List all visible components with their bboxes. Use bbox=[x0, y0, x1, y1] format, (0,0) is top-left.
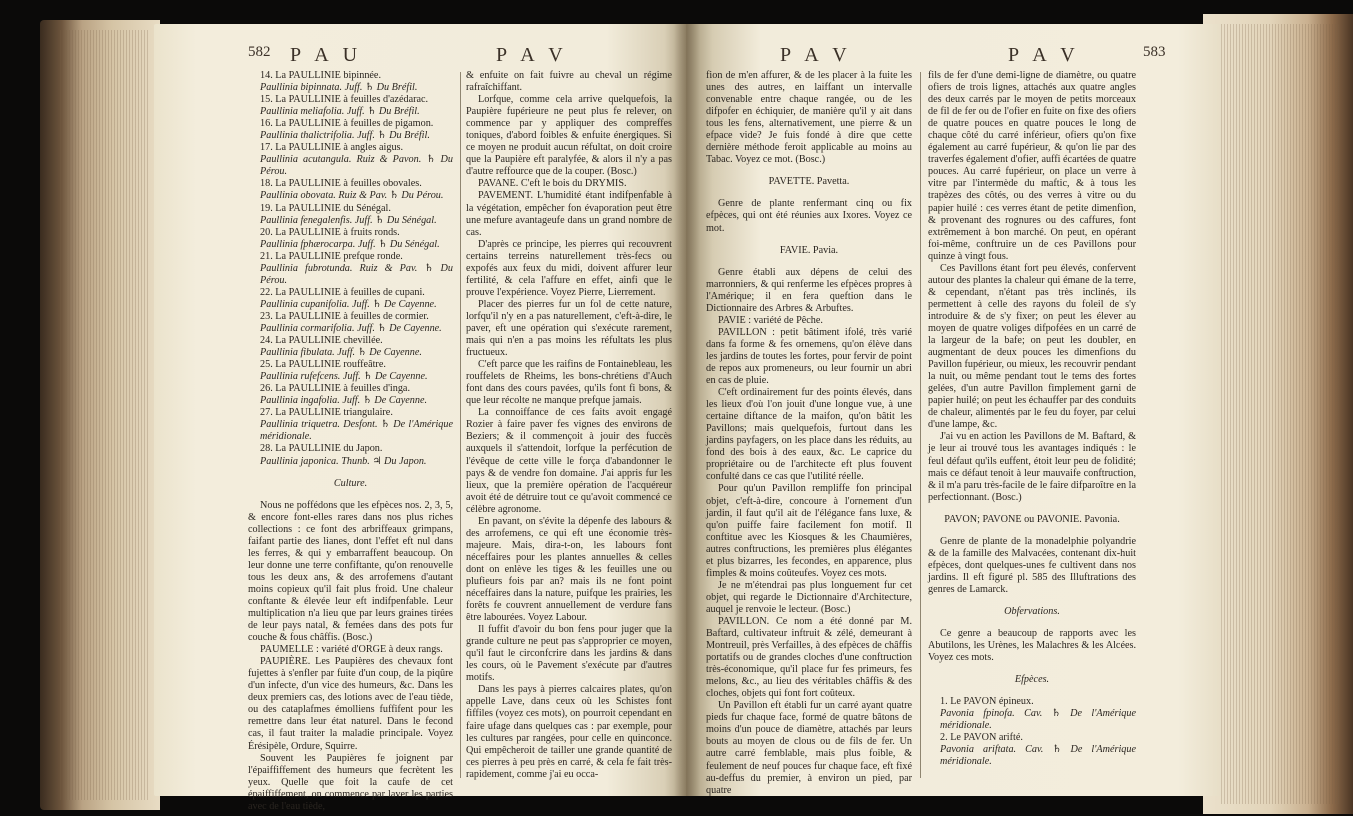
paragraph: PAVETTE. Pavetta. bbox=[768, 176, 850, 188]
paragraph: Ce genre a beaucoup de rapports avec les Abutilons, les Urènes, les Malachres & les Alcées. Voyez ces mots. bbox=[928, 628, 1136, 664]
paragraph: C'eft parce que les raifins de Fontainebleau, les rouffelets de Rheims, les bons-chrétiens d'Auch font dans des cours pavées, qu'ils font fi bons, & que leur récolte ne manque prefque jamais. bbox=[466, 359, 672, 407]
right-column-1 bbox=[706, 70, 912, 796]
paragraph-gap bbox=[248, 468, 453, 478]
paragraph: Pour qu'un Pavillon rempliffe fon principal objet, c'eft-à-dire, concoure à l'ornement d'un jardin, il faut qu'il ait de l'élégance fans luxe, & qu'on puiffe faire facilement fon motif. Il conftitue avec les Kiosques & les Chaumières, autres conftructions, les premières plus élégantes et plus bizarres, les fecondes, en apparence, plus fimples & moins coûteufes. Voyez ces mots. bbox=[706, 483, 912, 579]
paragraph-gap bbox=[706, 166, 912, 176]
paragraph: 16. La PAULLINIE à feuilles de pigamon. bbox=[260, 118, 434, 130]
paragraph-gap bbox=[928, 618, 1136, 628]
paragraph: Ces Pavillons étant fort peu élevés, confervent autour des plantes la chaleur qui émane de la terre, & cependant, n'étant pas très inclinés, ils permettent à celle des rayons du foleil de s'y introduire & de s'y fixer; on peut les élever au moyen de quatre voliges difpofées en un carré de la largeur de la bafe; on peut les doubler, en augmentant de deux pouces les dimenfions du Pavillon fupérieur, ou mieux, les recouvrir pendant la nuit, ou même pendant tout le tems des fortes gelées, d'un autre Pavillon fimplement garni de papier huilé; on peut les échauffer par des conduits de chaleur, alimentés par le feu du foyer, par celui d'une lampe, &c. bbox=[928, 262, 1136, 431]
paragraph: 19. La PAULLINIE du Sénégal. bbox=[260, 202, 391, 214]
paragraph: PAVILLON : petit bâtiment ifolé, très varié dans fa forme & fes ornemens, qu'on élève dans les jardins de toutes les fortes, pour fervir de point de repos aux promeneurs, ou leur fournir un abri en cas de pluie. bbox=[706, 326, 912, 387]
right-edge-texture bbox=[1221, 24, 1341, 804]
paragraph: Paullinia fenegalenfis. Juff. ♄ Du Sénégal. bbox=[260, 214, 437, 226]
paragraph: Lorfque, comme cela arrive quelquefois, la Paupière fupérieure ne peut plus fe relever, on commence par y appliquer des compreffes toniques, d'abord foibles & enfuite énergiques. Si ce moyen ne produit aucun réfultat, on doit croire que la Paupière eft paralyfée, & alors il n'y a pas d'autre reffource que de la couper. (Bosc.) bbox=[466, 94, 672, 178]
paragraph: Je ne m'étendrai pas plus longuement fur cet objet, qui regarde le Dictionnaire d'Architecture, auquel je renvoie le lecteur. (Bosc.) bbox=[706, 579, 912, 615]
paragraph: 27. La PAULLINIE triangulaire. bbox=[260, 407, 393, 419]
paragraph: Placer des pierres fur un fol de cette nature, lorfqu'il n'y en a pas naturellement, c'eft-à-dire, le paver, eft une opération qui s'exécute rarement, mais qui n'en a pas moins les réfultats les plus fructueux. bbox=[466, 298, 672, 359]
right-column-rule bbox=[920, 72, 921, 778]
paragraph: 24. La PAULLINIE chevillée. bbox=[260, 335, 383, 347]
paragraph-gap bbox=[706, 257, 912, 267]
right-folio: 583 bbox=[1143, 44, 1166, 60]
paragraph: C'eft ordinairement fur des points élevés, dans les lieux d'où l'on jouit d'une longue vue, à une certaine diftance de la maifon, qu'on bâtit les Pavillons; mais quelquefois, furtout dans les jardins payfagers, on les place dans les réduits, au fond des bois à des eaux, &c. Le caprice du propriétaire ou de l'architecte eft plus fouvent confulté dans ce cas que l'utilité réelle. bbox=[706, 387, 912, 483]
paragraph: PAVEMENT. L'humidité étant indifpenfable à la végétation, empêcher fon évaporation peut être une mefure avantageufe dans un grand nombre de cas. bbox=[466, 190, 672, 238]
paragraph: PAVIE : variété de Pêche. bbox=[718, 314, 823, 326]
paragraph-gap bbox=[706, 188, 912, 198]
paragraph: Paullinia obovata. Ruiz & Pav. ♄ Du Pérou. bbox=[260, 190, 444, 202]
paragraph: Paullinia fibulata. Juff. ♄ De Cayenne. bbox=[260, 347, 422, 359]
paragraph: 17. La PAULLINIE à angles aigus. bbox=[260, 142, 404, 154]
paragraph-gap bbox=[928, 686, 1136, 696]
paragraph: Genre de plante de la monadelphie polyandrie & de la famille des Malvacées, contenant dix-huit efpèces, dont quelques-unes fe cultivent dans nos jardins. Il eft figuré pl. 585 des Illuftrations des genres de Lamarck. bbox=[928, 535, 1136, 595]
paragraph: Un Pavillon eft établi fur un carré ayant quatre pieds fur chaque face, formé de quatre bâtons de moins d'un pouce de diamètre, attachés par leurs bouts au moyen de clous ou de fils de fer. Un autre carré femblable, mais plus foible, & feulement de neuf pouces fur chaque face, eft fixé au-deffus du premier, à environ un pied, par quatre bbox=[706, 700, 912, 796]
paragraph: Efpèces. bbox=[1014, 674, 1050, 686]
paragraph: Dans les pays à pierres calcaires plates, qu'on appelle Lave, dans ceux où les Schistes font fiffiles (voyez ces mots), on pourroit cependant en faire ufage dans quelques cas : par exemple, pour les cultures par rangées, pour celle en quinconce. Qui empêcheroit de tailler une grande quantité de ces pierres à peu près en carré, & cela fe fait très-rapidement, comme j'ai eu occa- bbox=[466, 684, 672, 780]
paragraph: Paullinia bipinnata. Juff. ♄ Du Bréfil. bbox=[260, 82, 418, 94]
paragraph: Paullinia thalictrifolia. Juff. ♄ Du Bréfil. bbox=[260, 130, 430, 142]
paragraph: PAVON; PAVONE ou PAVONIE. Pavonia. bbox=[944, 513, 1120, 525]
paragraph: 26. La PAULLINIE à feuilles d'inga. bbox=[260, 383, 410, 395]
paragraph: 20. La PAULLINIE à fruits ronds. bbox=[260, 226, 400, 238]
left-running-head-1: P A U bbox=[290, 44, 363, 66]
paragraph: 25. La PAULLINIE rouffeâtre. bbox=[260, 359, 386, 371]
paragraph: Paullinia cupanifolia. Juff. ♄ De Cayenne. bbox=[260, 298, 437, 310]
right-column-2 bbox=[928, 70, 1136, 782]
paragraph: Nous ne poffédons que les efpèces nos. 2, 3, 5, & encore font-elles rares dans nos plus riches collections : ce font des arbriffeaux grimpans, faifant partie des lianes, dont l'effet eft nul dans les ferres, & qui y embarraffent beaucoup. On leur donne une terre confiftante, qu'on renouvelle tous les deux ans, & des arrofemens d'autant moins copieux qu'il fait plus froid. Une chaleur conftante & élevée leur eft indifpenfable. Leur multiplication n'a lieu que par leurs graines tirées de leur pays natal, & femées dans des pots fur couche & fous châffis. (Bosc.) bbox=[248, 499, 453, 644]
left-running-head-2: P A V bbox=[496, 44, 568, 66]
paragraph: fils de fer d'une demi-ligne de diamètre, ou quatre ofiers de trois lignes, attachés aux quatre angles des deux carrés par le moyen de petits morceaux de fil de fer ou de l'ofier en fuite on fixe des ofiers de quatre pouces en quatre pouces le long de chaque côté du carré inférieur, ofiers qu'on fixe également au carré fupérieur, & qu'on lie par des traverfes également d'ofier, auffi écartées de quatre pouces. Au carré fupérieur, on place un verre à vitre par l'intermède du maftic, & à tous les trapèzes des côtés, ou des verres à vitre ou du papier huilé : ces verres étant de petite dimenfion, & provenant des rognures ou des caffures, font extrêmement à bon marché. On peut, en opérant foi-même, conftruire un de ces Pavillons pour quinze à vingt fous. bbox=[928, 70, 1136, 262]
paragraph: Souvent les Paupières fe joignent par l'épaiffiffement des humeurs que fecrètent les yeux. Quelle que foit la caufe de cet épaiffiffement, on commence par laver les parties avec de l'eau tiède, bbox=[248, 752, 453, 812]
paragraph: Genre de plante renfermant cinq ou fix efpèces, qui ont été réunies aux Ixores. Voyez ce mot. bbox=[706, 198, 912, 234]
paragraph: D'après ce principe, les pierres qui recouvrent certains terreins naturellement très-fecs ou expofés aux feux du midi, doivent affurer leur fertilité, & cela l'affure en effet, ainfi que le prouve l'expérience. Voyez Pierre, Lierrement. bbox=[466, 238, 672, 298]
paragraph: 22. La PAULLINIE à feuilles de cupani. bbox=[260, 286, 425, 298]
paragraph-gap bbox=[248, 490, 453, 500]
paragraph-gap bbox=[706, 235, 912, 245]
paragraph: 28. La PAULLINIE du Japon. bbox=[260, 443, 383, 455]
paragraph: Genre établi aux dépens de celui des marronniers, & qui renferme les efpèces propres à l'Amérique; il en fera queftion dans le Dictionnaire des Arbres & Arbuftes. bbox=[706, 266, 912, 314]
paragraph: 23. La PAULLINIE à feuilles de cormier. bbox=[260, 310, 429, 322]
paragraph: PAVILLON. Ce nom a été donné par M. Baftard, cultivateur inftruit & zélé, demeurant à Montreuil, près Verfailles, à des efpèces de châffis portatifs ou de grandes cloches d'une conftruction très-économique, qu'il place fur fes primeurs, fes melons, &c., au lieu des véritables châffis & des cloches, objets qui font fort coûteux. bbox=[706, 615, 912, 700]
paragraph-gap bbox=[928, 596, 1136, 606]
paragraph: 1. Le PAVON épineux. bbox=[940, 696, 1034, 708]
paragraph: Paullinia rufefcens. Juff. ♄ De Cayenne. bbox=[260, 371, 428, 383]
paragraph: Culture. bbox=[333, 477, 368, 489]
paragraph: J'ai vu en action les Pavillons de M. Baftard, & je leur ai trouvé tous les avantages indiqués : le feul défaut qu'ils euffent, étoit leur peu de folidité; mais ce défaut tenoit à leur mauvaife conftruction, & il m'a paru très-facile de le faire difparoître en la perfectionnant. (Bosc.) bbox=[928, 431, 1136, 503]
paragraph: Paullinia meliafolia. Juff. ♄ Du Bréfil. bbox=[260, 106, 420, 118]
paragraph: PAVANE. C'eft le bois du DRYMIS. bbox=[478, 178, 627, 190]
paragraph: Paullinia acutangula. Ruiz & Pavon. ♄ Du Pérou. bbox=[260, 154, 453, 178]
paragraph: Pavonia fpinofa. Cav. ♄ De l'Amérique méridionale. bbox=[940, 708, 1136, 732]
paragraph: PAUPIÈRE. Les Paupières des chevaux font fujettes à s'enfler par fuite d'un coup, de la piqûre d'un infecte, d'un vice des humeurs, &c. Dans les deux premiers cas, des lotions avec de l'eau tiède, ou des cataplafmes émolliens fuffifent pour les remettre dans leur état naturel. Dans le fecond cas, il faut traiter la maladie principale. Voyez Érésipèle, Ordure, Squirre. bbox=[248, 656, 453, 752]
left-column-2 bbox=[466, 70, 672, 782]
paragraph: Obfervations. bbox=[1004, 605, 1060, 617]
paragraph: 18. La PAULLINIE à feuilles obovales. bbox=[260, 178, 422, 190]
paragraph: Pavonia ariftata. Cav. ♄ De l'Amérique méridionale. bbox=[940, 744, 1136, 768]
paragraph-gap bbox=[928, 504, 1136, 514]
book-spine-shadow bbox=[674, 24, 700, 796]
paragraph: 21. La PAULLINIE prefque ronde. bbox=[260, 250, 403, 262]
paragraph: 14. La PAULLINIE bipinnée. bbox=[260, 70, 382, 81]
right-running-head-1: P A V bbox=[780, 44, 852, 66]
paragraph-gap bbox=[928, 664, 1136, 674]
paragraph: & enfuite on fait fuivre au cheval un régime rafraîchiffant. bbox=[466, 70, 672, 94]
paragraph: La connoiffance de ces faits avoit engagé Rozier à faire paver fes vignes des environs de Beziers; & il commençoit à jouir des fuccès auxquels il s'attendoit, lorfque la perfécution de l'évêque de cette ville le força d'abandonner le pays & de vendre fon domaine. J'ai appris fur les lieux, que la première opération de l'acquéreur avoit été de détruire tout ce qu'avoit commencé ce célèbre agronome. bbox=[466, 407, 672, 515]
left-folio: 582 bbox=[248, 44, 271, 60]
paragraph: Il fuffit d'avoir du bon fens pour juger que la grande culture ne peut pas s'approprier ce moyen, qu'il faut le circonfcrire dans les jardins & dans les cours, où le Pavement s'exécute par d'autres motifs. bbox=[466, 624, 672, 684]
left-edge-texture bbox=[60, 30, 150, 800]
left-column-1 bbox=[248, 70, 453, 812]
paragraph: 2. Le PAVON arifté. bbox=[940, 732, 1023, 744]
right-running-head-2: P A V bbox=[1008, 44, 1080, 66]
paragraph-gap bbox=[928, 526, 1136, 536]
paragraph: PAUMELLE : variété d'ORGE à deux rangs. bbox=[260, 644, 443, 656]
paragraph: fion de m'en affurer, & de les placer à la fuite les unes des autres, en laiffant un intervalle convenable entre chaque rangée, ou de les difpofer en échiquier, de manière qu'il y ait dans tous les fens, alternativement, une pierre & un efpace vide? Je fuis fondé à dire que cette dernière méthode feroit applicable au moins au Tabac. Voyez ce mot. (Bosc.) bbox=[706, 70, 912, 166]
paragraph: Paullinia cormarifolia. Juff. ♄ De Cayenne. bbox=[260, 322, 442, 334]
paragraph: Paullinia triquetra. Desfont. ♄ De l'Amérique méridionale. bbox=[260, 419, 453, 443]
paragraph: Paullinia japonica. Thunb. ♃ Du Japon. bbox=[260, 455, 427, 467]
paragraph: FAVIE. Pavia. bbox=[779, 244, 839, 256]
paragraph: En pavant, on s'évite la dépenfe des labours & des arrofemens, ce qui eft une économie très-majeure. Mais, dira-t-on, les labours font néceffaires pour les plantes annuelles & celles dont on enlève les tiges & les feuilles une ou plufieurs fois par an? mais ils ne font point néceffaires dans la nature, puifque les prairies, les forêts fe couvrent annuellement de verdure fans être labourées. Voyez Labour. bbox=[466, 515, 672, 624]
paragraph: 15. La PAULLINIE à feuilles d'azédarac. bbox=[260, 94, 429, 106]
paragraph: Paullinia fubrotunda. Ruiz & Pav. ♄ Du Pérou. bbox=[260, 262, 453, 286]
paragraph: Paullinia ingafolia. Juff. ♄ De Cayenne. bbox=[260, 395, 428, 407]
paragraph: Paullinia fphærocarpa. Juff. ♄ Du Sénégal. bbox=[260, 238, 440, 250]
left-column-rule bbox=[460, 72, 461, 778]
